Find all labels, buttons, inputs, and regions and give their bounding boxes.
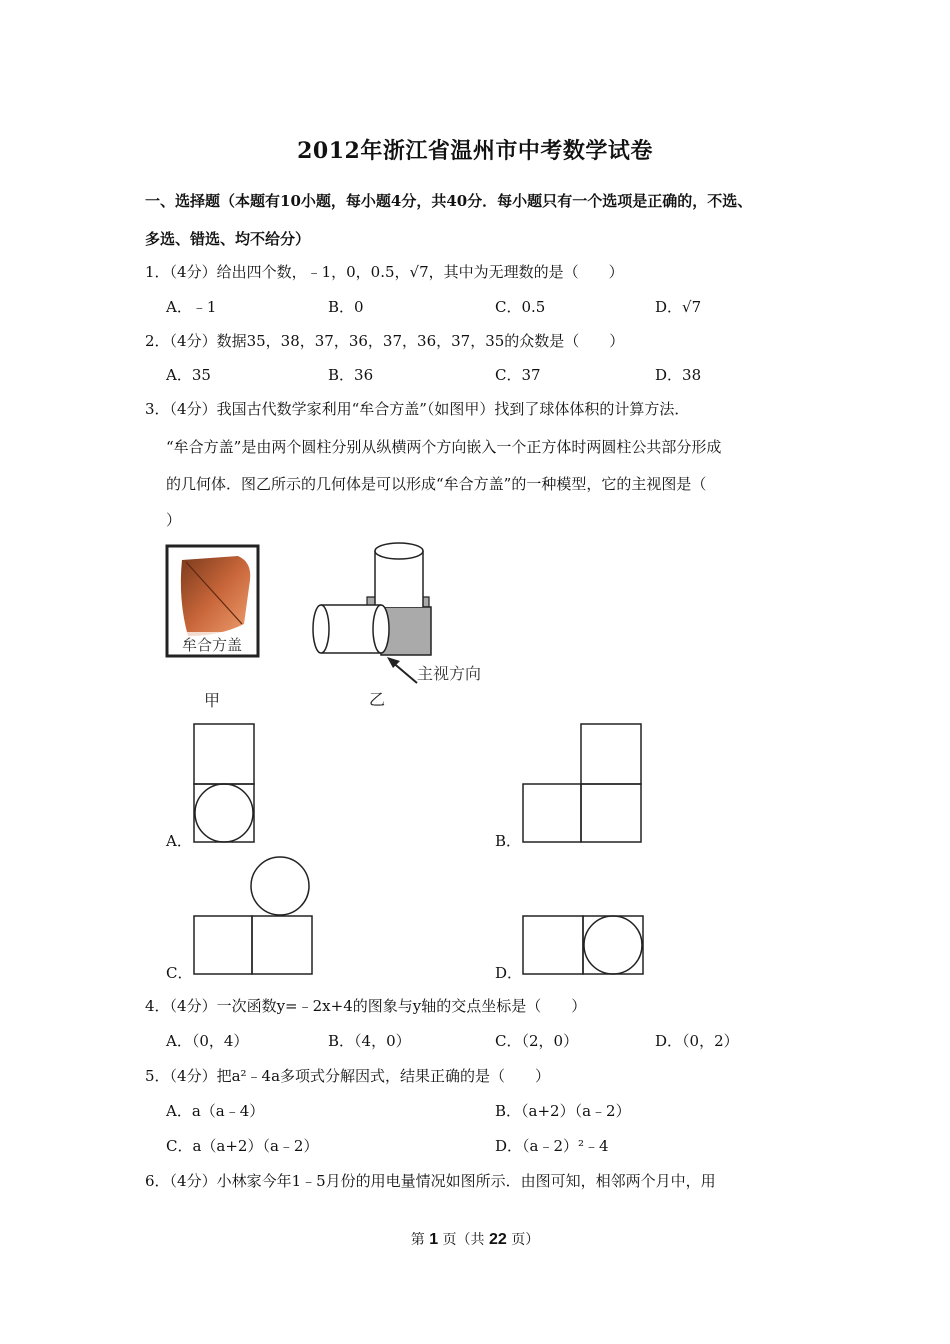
question-2: 2．（4分）数据35，38，37，36，37，36，37，35的众数是（ ） [145,332,625,350]
page-title: 2012年浙江省温州市中考数学试卷 [297,138,653,164]
question-3-line4: ） [166,511,182,529]
q1-option-c: C．0.5 [495,298,546,316]
question-3-line1: 3．（4分）我国古代数学家利用“牟合方盖”（如图甲）找到了球体体积的计算方法． [145,400,690,418]
figure-jia-caption: 牟合方盖 [181,636,243,654]
footer-prefix: 第 [410,1232,425,1248]
q5-option-c: C．a（a+2）（a﹣2） [166,1137,319,1155]
question-5: 5．（4分）把a²﹣4a多项式分解因式，结果正确的是（ ） [145,1067,551,1085]
question-1: 1．（4分）给出四个数，﹣1，0，0.5，√7，其中为无理数的是（ ） [145,263,624,281]
q4-option-a: A．（0，4） [166,1032,249,1050]
q3-figure-d [521,914,647,978]
q4-option-c: C．（2，0） [495,1032,579,1050]
figure-jia [160,540,270,712]
q3-figure-c [192,855,316,979]
q3-figure-b [521,722,645,846]
question-3-line3: 的几何体．图乙所示的几何体是可以形成“牟合方盖”的一种模型，它的主视图是（ [166,475,707,493]
footer-suffix: 页） [511,1232,540,1248]
q2-option-d: D．38 [655,366,702,384]
q4-option-b: B．（4，0） [328,1032,411,1050]
question-4: 4．（4分）一次函数y=﹣2x+4的图象与y轴的交点坐标是（ ） [145,997,587,1015]
q3-option-d: D． [495,964,523,982]
q3-figure-a [192,722,258,846]
q1-option-d: D．√7 [655,298,702,316]
question-3-line2: “牟合方盖”是由两个圆柱分别从纵横两个方向嵌入一个正方体时两圆柱公共部分形成 [166,438,722,456]
q5-option-a: A．a（a﹣4） [166,1102,265,1120]
q5-option-b: B．（a+2）（a﹣2） [495,1102,631,1120]
section-heading-line2: 多选、错选、均不给分） [145,230,311,248]
figure-yi-label: 乙 [368,690,386,709]
q2-option-c: C．37 [495,366,541,384]
page-footer [0,1229,950,1249]
q3-option-c: C． [166,964,193,982]
section-heading-line1: 一、选择题（本题有10小题，每小题4分，共40分．每小题只有一个选项是正确的，不选、 [145,192,753,210]
question-6: 6．（4分）小林家今年1﹣5月份的用电量情况如图所示．由图可知，相邻两个月中，用 [145,1172,716,1190]
q1-option-b: B．0 [328,298,364,316]
q2-option-a: A．35 [166,366,211,384]
figure-jia-label: 甲 [203,691,221,710]
q3-option-b: B． [495,832,522,850]
figure-yi-direction: 主视方向 [417,664,482,683]
q1-option-a: A．﹣1 [166,298,217,316]
q2-option-b: B．36 [328,366,374,384]
footer-total-pages: 22 [489,1231,507,1248]
figure-yi [305,535,505,715]
footer-middle: 页（共 [442,1232,485,1248]
q3-option-a: A． [166,832,192,850]
q5-option-d: D．（a﹣2）²﹣4 [495,1137,609,1155]
footer-page-number: 1 [429,1231,439,1248]
q4-option-d: D．（0，2） [655,1032,739,1050]
